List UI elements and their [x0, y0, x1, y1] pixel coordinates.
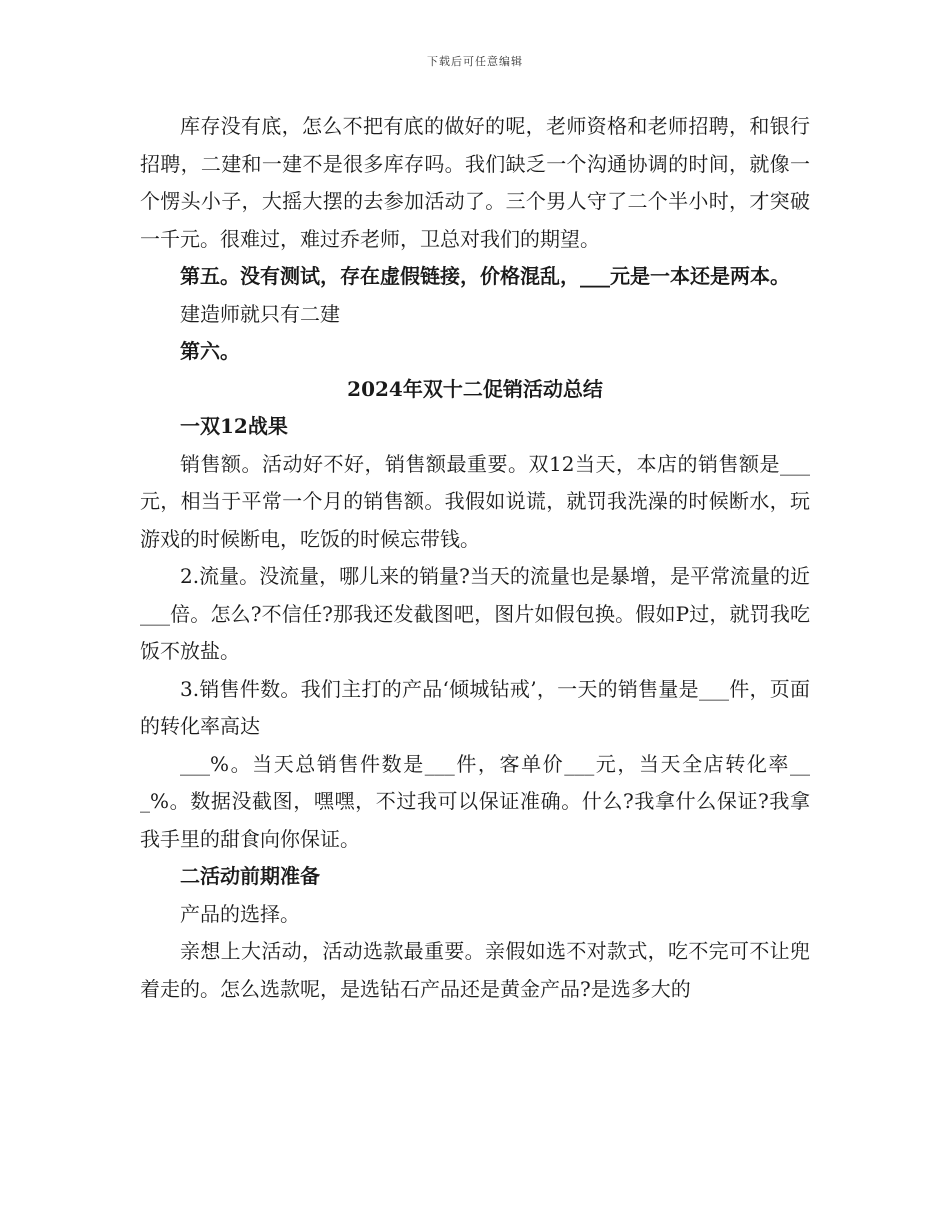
paragraph-point-five: 第五。没有测试，存在虚假链接，价格混乱，___元是一本还是两本。 — [180, 264, 790, 288]
page-header: 下载后可任意编辑 — [427, 55, 523, 68]
paragraph-point-six: 第六。 — [180, 339, 240, 363]
paragraph-conversion: ___%。当天总销售件数是___件，客单价___元，当天全店转化率___%。数据没截图，嘿嘿，不过我可以保证准确。什么?我拿什么保证?我拿我手里的甜食向你保证。 — [140, 751, 810, 851]
paragraph-inventory: 库存没有底，怎么不把有底的做好的呢，老师资格和老师招聘，和银行招聘，二建和一建不是很多库存吗。我们缺乏一个沟通协调的时间，就像一个愣头小子，大摇大摆的去参加活动了。三个男人守了二个半小时，才突破一千元。很难过，难过乔老师，卫总对我们的期望。 — [140, 114, 810, 251]
document-body — [140, 108, 810, 1008]
paragraph-traffic: 2.流量。没流量，哪儿来的销量?当天的流量也是暴增，是平常流量的近___倍。怎么?不信任?那我还发截图吧，图片如假包换。假如P过，就罚我吃饭不放盐。 — [140, 564, 810, 663]
heading-results: 一双12战果 — [180, 414, 288, 438]
paragraph-sales: 销售额。活动好不好，销售额最重要。双12当天，本店的销售额是___元，相当于平常一个月的销售额。我假如说谎，就罚我洗澡的时候断水，玩游戏的时候断电，吃饭的时候忘带钱。 — [140, 451, 810, 551]
paragraph-product-selection: 产品的选择。 — [180, 901, 300, 926]
section-title: 2024年双十二促销活动总结 — [347, 376, 603, 401]
heading-preparation: 二活动前期准备 — [180, 864, 320, 888]
paragraph-choose-style: 亲想上大活动，活动选款最重要。亲假如选不对款式，吃不完可不让兜着走的。怎么选款呢，是选钻石产品还是黄金产品?是选多大的 — [140, 939, 810, 1001]
paragraph-constructor: 建造师就只有二建 — [180, 301, 340, 326]
paragraph-units: 3.销售件数。我们主打的产品‘倾城钻戒’，一天的销售量是___件，页面的转化率高达 — [140, 676, 810, 738]
